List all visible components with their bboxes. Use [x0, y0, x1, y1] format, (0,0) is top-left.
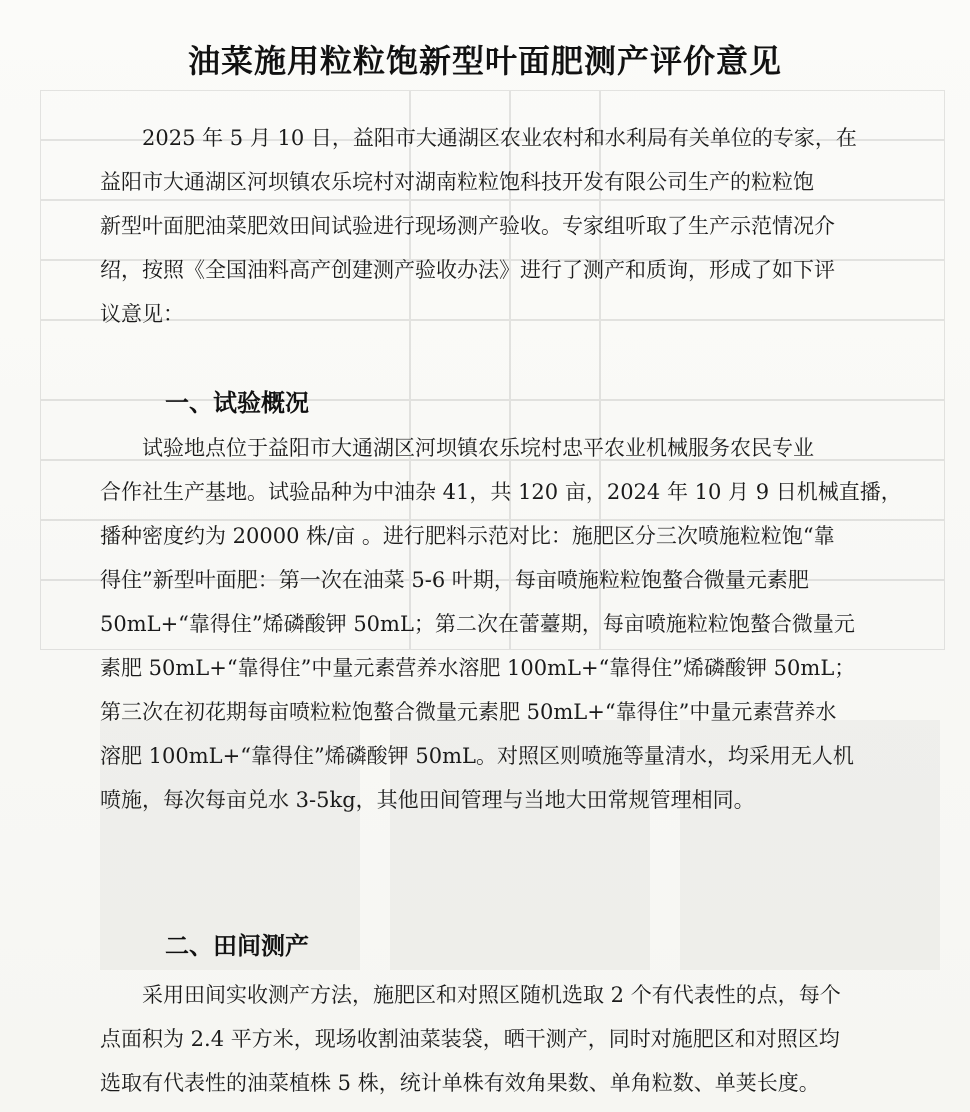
overview-line: 溶肥 100mL+“靠得住”烯磷酸钾 50mL。对照区则喷施等量清水，均采用无人机 — [100, 744, 854, 768]
overview-line: 50mL+“靠得住”烯磷酸钾 50mL；第二次在蕾薹期，每亩喷施粒粒饱螯合微量元 — [100, 612, 855, 636]
overview-line: 得住”新型叶面肥：第一次在油菜 5-6 叶期，每亩喷施粒粒饱螯合微量元素肥 — [100, 568, 809, 592]
field-yield-line: 选取有代表性的油菜植株 5 株，统计单株有效角果数、单角粒数、单荚长度。 — [100, 1071, 820, 1095]
field-yield-line: 点面积为 2.4 平方米，现场收割油菜装袋，晒干测产，同时对施肥区和对照区均 — [100, 1027, 840, 1051]
intro-line: 议意见： — [100, 302, 184, 326]
section-heading-overview: 一、试验概况 — [165, 389, 309, 417]
field-yield-paragraph — [100, 973, 870, 1105]
document-title: 油菜施用粒粒饱新型叶面肥测产评价意见 — [187, 42, 782, 80]
overview-line: 试验地点位于益阳市大通湖区河坝镇农乐垸村忠平农业机械服务农民专业 — [142, 436, 814, 460]
overview-line: 第三次在初花期每亩喷粒粒饱螯合微量元素肥 50mL+“靠得住”中量元素营养水 — [100, 700, 837, 724]
intro-paragraph — [100, 116, 870, 336]
overview-line: 播种密度约为 20000 株/亩 。进行肥料示范对比：施肥区分三次喷施粒粒饱“靠 — [100, 524, 835, 548]
overview-line: 素肥 50mL+“靠得住”中量元素营养水溶肥 100mL+“靠得住”烯磷酸钾 50mL； — [100, 656, 856, 680]
section-heading-field-yield: 二、田间测产 — [165, 932, 309, 960]
overview-line: 合作社生产基地。试验品种为中油杂 41，共 120 亩，2024 年 10 月 9 日机械直播， — [100, 480, 902, 504]
field-yield-line: 采用田间实收测产方法，施肥区和对照区随机选取 2 个有代表性的点，每个 — [142, 983, 841, 1007]
intro-line: 2025 年 5 月 10 日，益阳市大通湖区农业农村和水利局有关单位的专家，在 — [142, 126, 857, 150]
intro-line: 绍，按照《全国油料高产创建测产验收办法》进行了测产和质询，形成了如下评 — [100, 258, 835, 282]
intro-line: 益阳市大通湖区河坝镇农乐垸村对湖南粒粒饱科技开发有限公司生产的粒粒饱 — [100, 170, 814, 194]
overview-line: 喷施，每次每亩兑水 3-5kg，其他田间管理与当地大田常规管理相同。 — [100, 788, 755, 812]
intro-line: 新型叶面肥油菜肥效田间试验进行现场测产验收。专家组听取了生产示范情况介 — [100, 214, 835, 238]
overview-paragraph — [100, 426, 902, 822]
